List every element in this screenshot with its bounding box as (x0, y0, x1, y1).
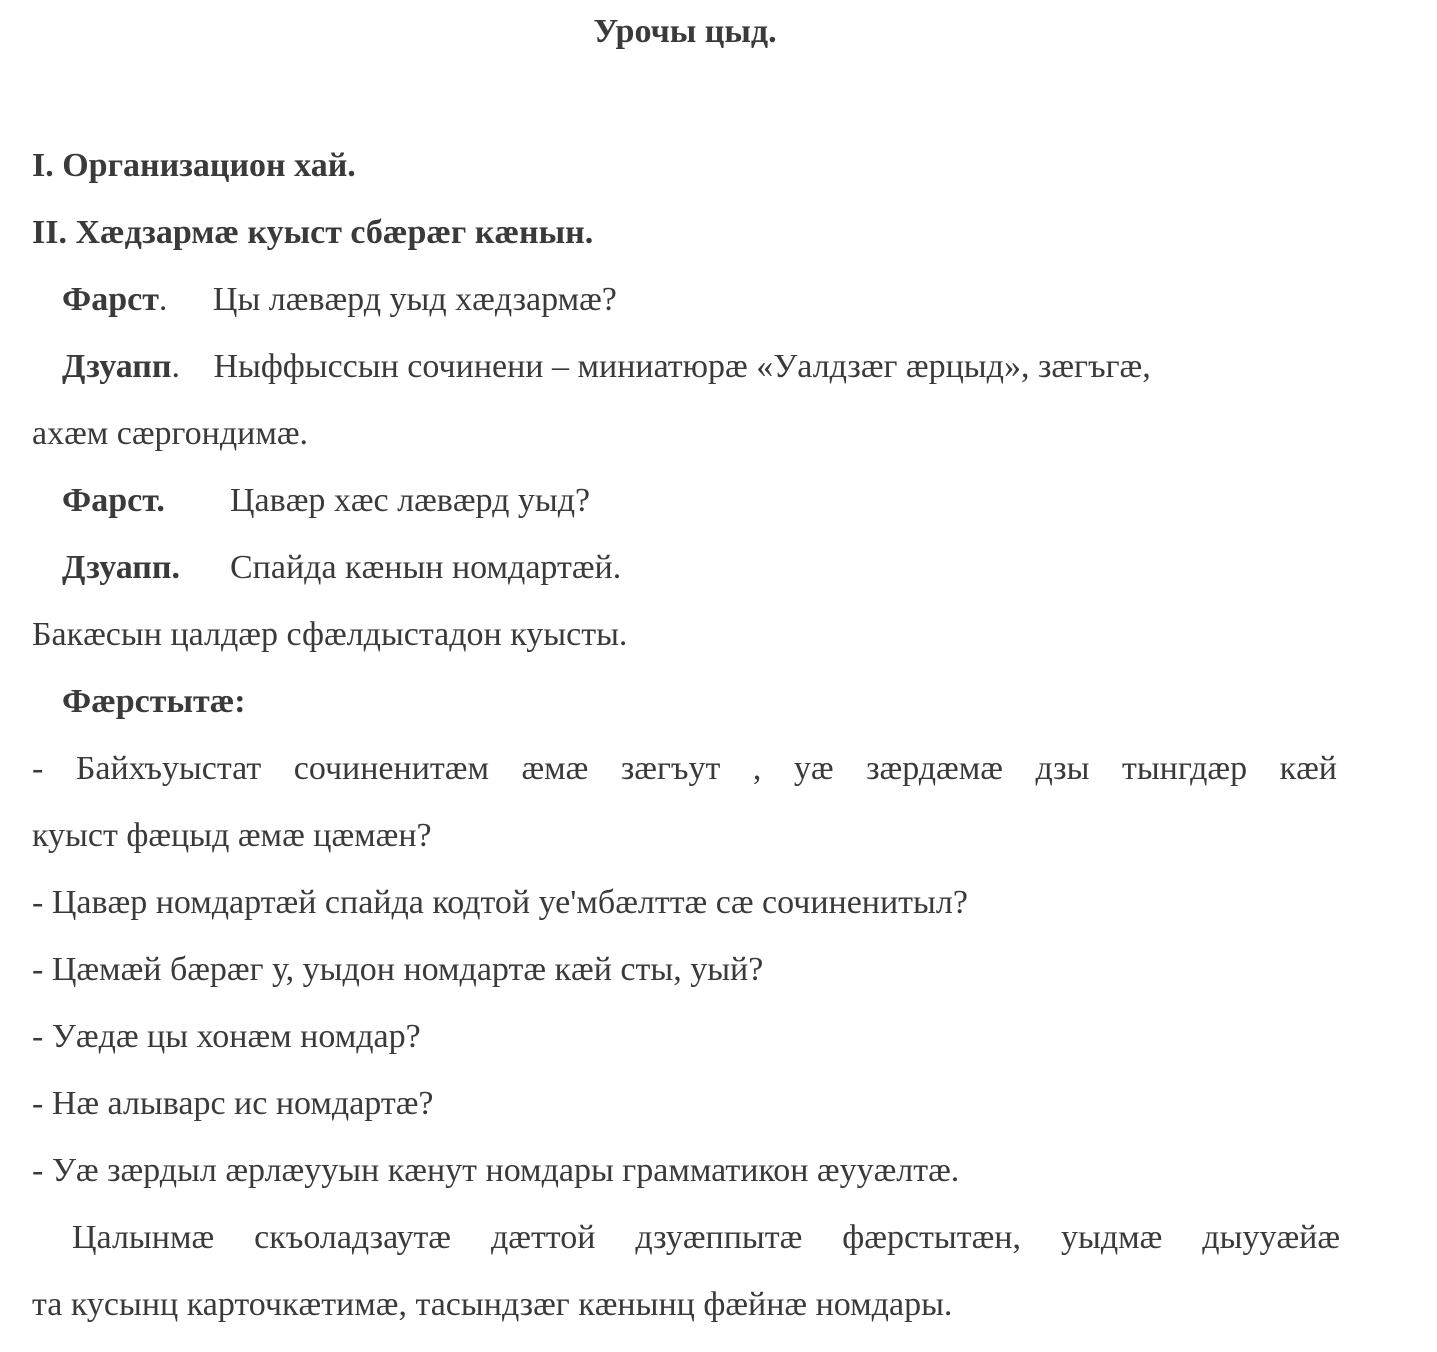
final-paragraph-line-1: Цалынмæ скъоладзаутæ дæттой дзуæппытæ фæрстытæн, уыдмæ дыууæйæ (72, 1219, 1340, 1256)
question-text: Цы лæвæрд уыд хæдзармæ? (212, 281, 617, 318)
dialogue-question-1 (62, 280, 617, 320)
question-punct: . (158, 281, 168, 318)
final-paragraph-line-2: та кусынц карточкæтимæ, тасындзæг кæнынц фæйнæ номдары. (32, 1286, 953, 1323)
question-line-6: - Уæ зæрдыл æрлæууын кæнут номдары грамматикон æууæлтæ. (32, 1152, 960, 1189)
dialogue-question-2 (62, 481, 590, 521)
section-heading-organization: I. Организацион хай. (32, 147, 356, 184)
answer-text: Спайда кæнын номдартæй. (230, 549, 622, 586)
question-line-3: - Цæмæй бæрæг у, уыдон номдартæ кæй сты, уый? (32, 951, 764, 988)
questions-heading: Фæрстытæ: (62, 683, 246, 720)
question-line-1: - Байхъуыстат сочиненитæм æмæ зæгъут , уæ зæрдæмæ дзы тынгдæр кæй (32, 750, 1337, 787)
question-text: Цавæр хæс лæвæрд уыд? (230, 482, 591, 519)
answer-label: Дзуапп (62, 348, 172, 385)
question-line-1-continued: куыст фæцыд æмæ цæмæн? (32, 817, 432, 854)
dialogue-answer-1 (62, 347, 1151, 387)
question-line-2: - Цавæр номдартæй спайда кодтой уе'мбæлттæ сæ сочиненитыл? (32, 884, 968, 921)
answer-label: Дзуапп. (62, 549, 180, 586)
dialogue-answer-2 (62, 548, 621, 588)
check-works-line: Бакæсын цалдæр сфæлдыстадон куысты. (32, 616, 628, 653)
section-heading-homework: II. Хæдзармæ куыст сбæрæг кæнын. (32, 214, 594, 251)
question-line-5: - Нæ алыварс ис номдартæ? (32, 1085, 434, 1122)
question-line-4: - Уæдæ цы хонæм номдар? (32, 1018, 421, 1055)
question-label: Фарст. (62, 482, 165, 519)
question-label: Фарст (62, 281, 159, 318)
answer-text: Ныффыссын сочинени – миниатюрæ «Уалдзæг æрцыд», зæгъгæ, (213, 348, 1151, 385)
answer-punct: . (171, 348, 180, 385)
dialogue-answer-1-continued: ахæм сæргондимæ. (32, 415, 309, 452)
page-title: Урочы цыд. (593, 13, 777, 50)
